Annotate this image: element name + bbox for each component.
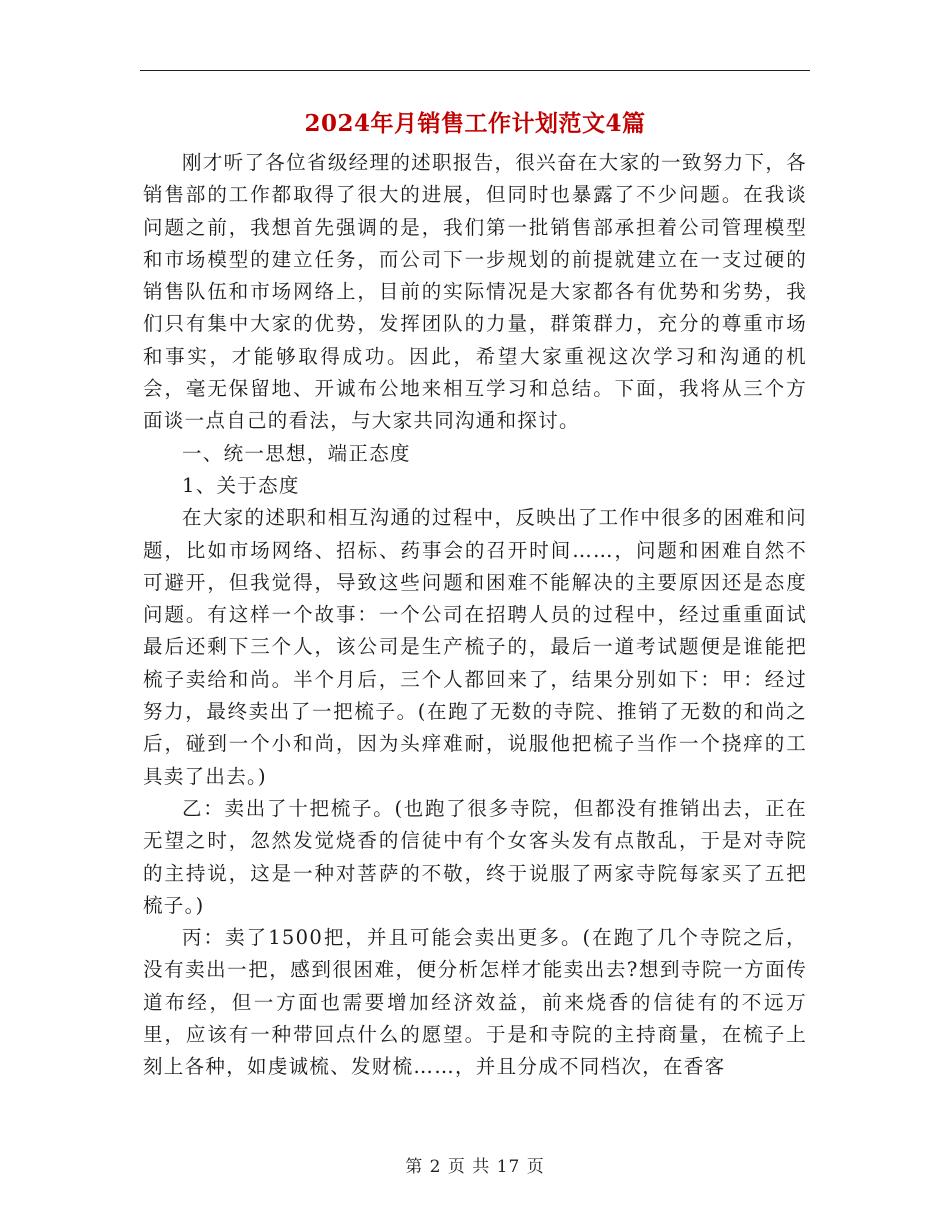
subsection-heading: 1、关于态度 — [182, 473, 300, 497]
document-title: 2024年月销售工作计划范文4篇 — [304, 110, 646, 137]
document-body — [143, 147, 807, 1084]
page-number-footer: 第 2 页 共 17 页 — [405, 1157, 545, 1177]
paragraph-bing: 丙：卖了1500把，并且可能会卖出更多。(在跑了几个寺院之后，没有卖出一把，感到很困难，便分析怎样才能卖出去?想到寺院一方面传道布经，但一方面也需要增加经济效益，前来烧香的信徒有的不远万里，应该有一种带回点什么的愿望。于是和寺院的主持商量，在梳子上刻上各种，如虔诚梳、发财梳……，并且分成不同档次，在香客 — [143, 926, 807, 1079]
paragraph-yi: 乙：卖出了十把梳子。(也跑了很多寺院，但都没有推销出去，正在无望之时，忽然发觉烧香的信徒中有个女客头发有点散乱，于是对寺院的主持说，这是一种对菩萨的不敬，终于说服了两家寺院每家买了五把梳子。) — [143, 796, 807, 917]
header-rule — [140, 70, 810, 71]
paragraph-intro: 刚才听了各位省级经理的述职报告，很兴奋在大家的一致努力下，各销售部的工作都取得了很大的进展，但同时也暴露了不少问题。在我谈问题之前，我想首先强调的是，我们第一批销售部承担着公司管理模型和市场模型的建立任务，而公司下一步规划的前提就建立在一支过硬的销售队伍和市场网络上，目前的实际情况是大家都各有优势和劣势，我们只有集中大家的优势，发挥团队的力量，群策群力，充分的尊重市场和事实，才能够取得成功。因此，希望大家重视这次学习和沟通的机会，毫无保留地、开诚布公地来相互学习和总结。下面，我将从三个方面谈一点自己的看法，与大家共同沟通和探讨。 — [143, 151, 807, 433]
section-heading: 一、统一思想，端正态度 — [182, 441, 411, 465]
paragraph-story: 在大家的述职和相互沟通的过程中，反映出了工作中很多的困难和问题，比如市场网络、招标、药事会的召开时间……，问题和困难自然不可避开，但我觉得，导致这些问题和困难不能解决的主要原因还是态度问题。有这样一个故事：一个公司在招聘人员的过程中，经过重重面试最后还剩下三个人，该公司是生产梳子的，最后一道考试题便是谁能把梳子卖给和尚。半个月后，三个人都回来了，结果分别如下：甲：经过努力，最终卖出了一把梳子。(在跑了无数的寺院、推销了无数的和尚之后，碰到一个小和尚，因为头痒难耐，说服他把梳子当作一个挠痒的工具卖了出去。) — [143, 506, 807, 788]
